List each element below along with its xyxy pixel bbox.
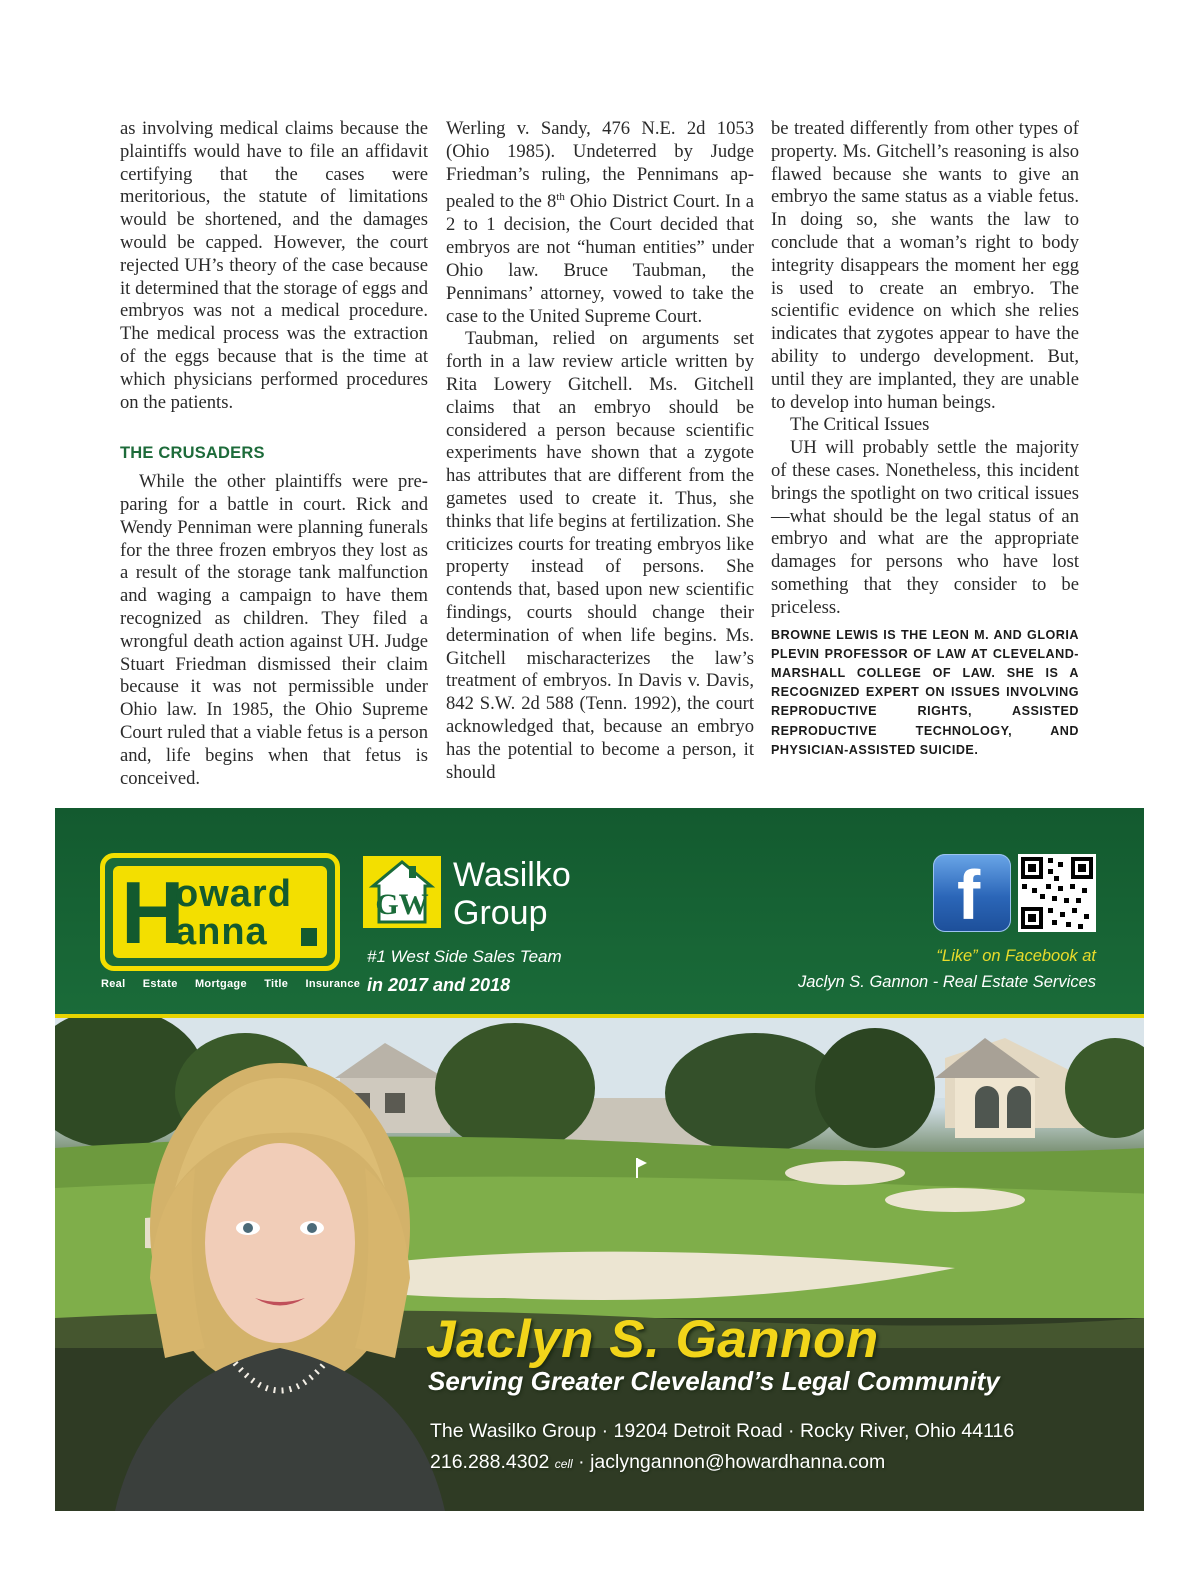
qr-pattern bbox=[1018, 854, 1096, 932]
sales-team-years: in 2017 and 2018 bbox=[367, 975, 511, 995]
article-column-2 bbox=[446, 118, 754, 784]
sales-team-claim: #1 West Side Sales Team bbox=[367, 947, 562, 966]
logo-bar bbox=[301, 928, 317, 946]
logo-word-anna: anna bbox=[175, 911, 268, 953]
facebook-like-prompt: “Like” on Facebook at bbox=[936, 947, 1096, 965]
text-run: Werling v. Sandy, 476 N.E. 2d 1053 (Ohio 1985). Undeterred by Judge Friedman’s ruling, the Pennimans appealed to the 8 bbox=[446, 118, 754, 213]
paragraph: UH will probably settle the majority of these cases. Nonetheless, this incident brings the spotlight on two critical issues—what should be the legal status of an embryo and what are the appropriate damages for persons who have lost something that they consider to be priceless. bbox=[771, 437, 1079, 618]
qr-code-icon[interactable] bbox=[1018, 854, 1096, 932]
real-estate-advertisement bbox=[55, 808, 1144, 1511]
group-name bbox=[453, 856, 571, 932]
facebook-letter: f bbox=[957, 856, 981, 934]
text-run: Ohio District Court. In a 2 to 1 decision, the Court decided that embryos are not “human entities” under Ohio law. Bruce Taubman, the Pennimans’ attorney, vowed to take the case to the United Supreme Court. bbox=[446, 191, 754, 327]
house-icon bbox=[365, 858, 439, 926]
logo-word-oward: oward bbox=[175, 873, 292, 915]
subheading: The Critical Issues bbox=[790, 414, 930, 436]
paragraph bbox=[446, 118, 754, 328]
gw-letters: GW bbox=[375, 888, 429, 921]
logo-letter-h: H bbox=[121, 863, 185, 962]
contact-line bbox=[430, 1451, 885, 1474]
office-address: The Wasilko Group · 19204 Detroit Road · Rocky River, Ohio 44116 bbox=[430, 1420, 1015, 1442]
paragraph: as involving medical claims because the plaintiffs would have to file an affidavit certifying that the cases were meritorious, the statute of limitations would be shortened, and the damages would be capped. However, the court rejected UH’s theory of the case because it determined that the storage of eggs and embryos was not a medical procedure. The medical process was the extraction of the eggs because that is the time at which physicians performed procedures on the patients. bbox=[120, 118, 428, 413]
ad-header-band bbox=[55, 808, 1144, 1014]
group-name-line1: Wasilko bbox=[453, 856, 571, 894]
logo-panel bbox=[113, 863, 327, 962]
facebook-icon[interactable] bbox=[933, 854, 1011, 932]
author-bio: BROWNE LEWIS IS THE LEON M. AND GLORIA PLEVIN PROFESSOR OF LAW AT CLEVELAND-MARSHALL COLLEGE OF LAW. SHE IS A RECOGNIZED EXPERT ON ISSUES INVOLVING REPRODUCTIVE RIGHTS, ASSISTED REPRODUCTIVE TECHNOLOGY, AND PHYSICIAN-ASSISTED SUICIDE. bbox=[771, 627, 1079, 757]
section-heading: THE CRUSADERS bbox=[120, 444, 265, 463]
howard-hanna-logo bbox=[100, 853, 340, 971]
phone-number[interactable]: 216.288.4302 bbox=[430, 1451, 550, 1473]
phone-type: cell bbox=[554, 1457, 573, 1471]
paragraph: Taubman, relied on arguments set forth in a law review article written by Rita Lowery Gitchell. Ms. Gitchell claims that an embryo should be considered a person because scientific experiments have shown that a zygote has attributes that are different from the gametes used to create it. Thus, she thinks that life begins at fertilization. She criticizes courts for treating embryos like property instead of persons. She contends that, based upon new scientific findings, courts should change their determination of when life begins. Ms. Gitchell mischaracterizes the law’s treatment of embryos. In Davis v. Davis, 842 S.W. 2d 588 (Tenn. 1992), the court acknowledged that, because an embryo has the potential to become a person, it should bbox=[446, 328, 754, 783]
article-column-3 bbox=[771, 118, 1079, 760]
logo-tagline: Real Estate Mortgage Title Insurance bbox=[101, 978, 361, 990]
group-name-line2: Group bbox=[453, 894, 548, 932]
agent-slogan: Serving Greater Cleveland’s Legal Community bbox=[428, 1366, 1000, 1396]
article-column-1 bbox=[120, 118, 428, 790]
superscript: th bbox=[556, 191, 565, 204]
paragraph: While the other plaintiffs were preparing for a battle in court. Rick and Wendy Penniman were planning funerals for the three frozen embryos they lost as a result of the storage tank malfunction and waging a campaign to have them recognized as children. They filed a wrongful death action against UH. Judge Stuart Friedman dismissed their claim because it was not permissible under Ohio law. In 1985, the Ohio Supreme Court ruled that a viable fetus is a person and, life begins when that fetus is conceived. bbox=[120, 471, 428, 789]
email-address[interactable]: · jaclyngannon@howardhanna.com bbox=[572, 1451, 886, 1473]
paragraph: be treated differently from other types of property. Ms. Gitchell’s reasoning is also flawed because she wants to give an embryo the same status as a viable fetus. In doing so, she wants the law to conclude that a woman’s right to body integrity disappears the moment her egg is used to create an embryo. The scientific evidence on which she relies indicates that zygotes appear to have the ability to undergo development. But, until they are implanted, they are unable to develop into human beings. bbox=[771, 118, 1079, 413]
wasilko-group-logo bbox=[363, 856, 441, 928]
agent-name: Jaclyn S. Gannon bbox=[426, 1310, 879, 1369]
facebook-page-name[interactable]: Jaclyn S. Gannon - Real Estate Services bbox=[797, 973, 1096, 991]
